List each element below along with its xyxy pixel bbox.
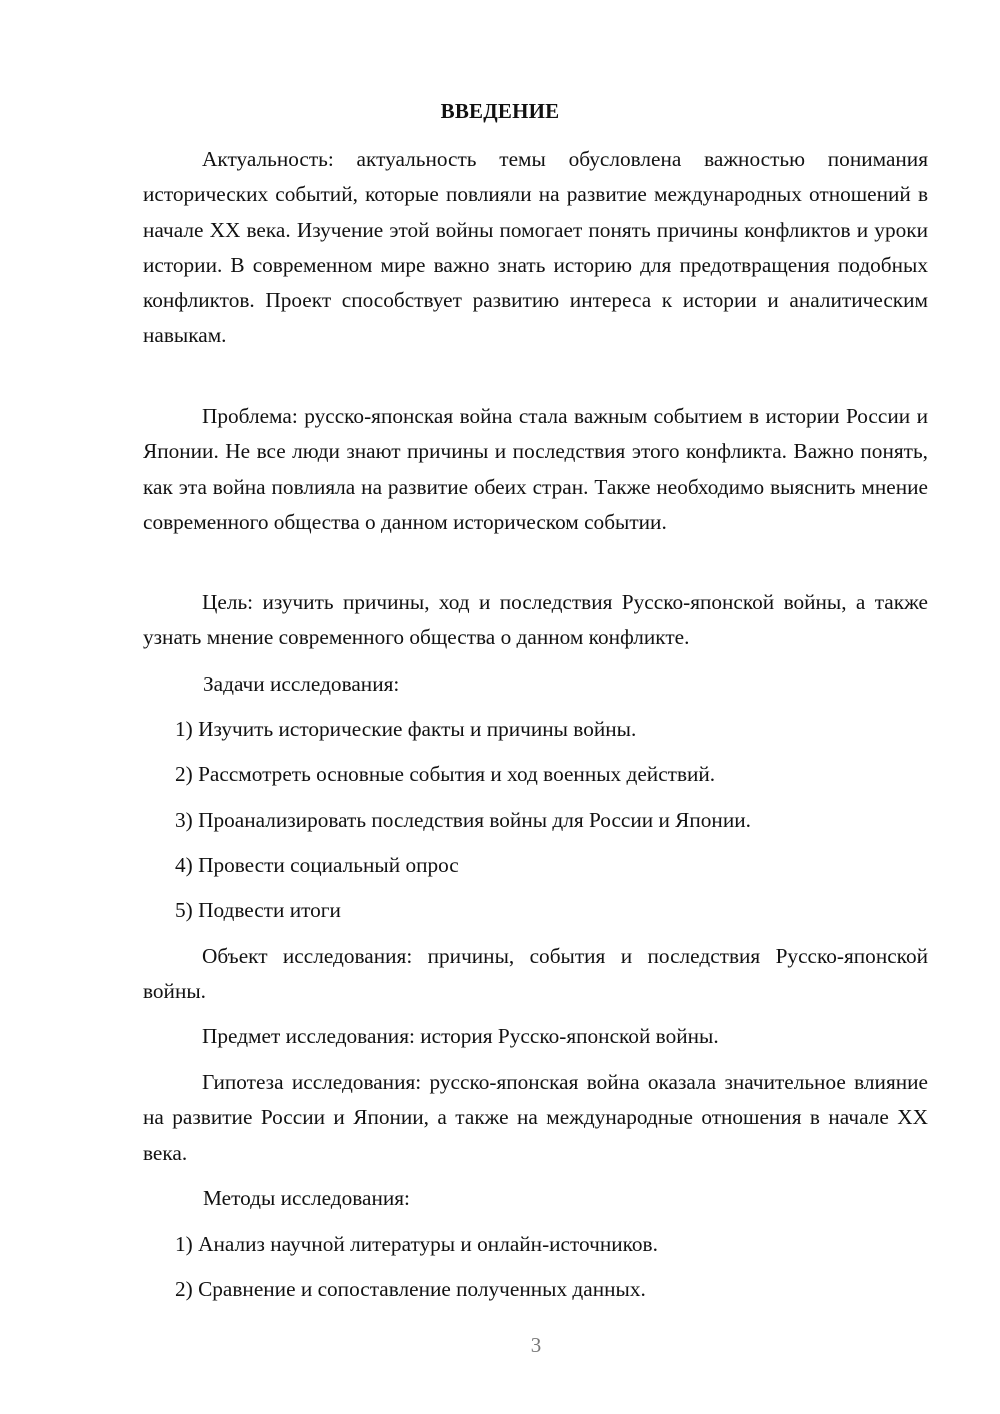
problem-paragraph: Проблема: русско-японская война стала важным событием в истории России и Японии. Не все люди знают причины и последствия этого конфликта. Важно понять, как эта война повлияла на развитие обеих стран. Также необходимо выяснить мнение современного общества о данном историческом событии. [143,404,928,534]
goal-paragraph: Цель: изучить причины, ход и последствия Русско-японской войны, а также узнать мнение современного общества о данном конфликте. [143,590,928,650]
hypothesis-paragraph: Гипотеза исследования: русско-японская война оказала значительное влияние на развитие России и Японии, а также на международные отношения в начале XX века. [143,1070,928,1165]
methods-heading: Методы исследования: [203,1186,410,1210]
method-item-2: 2) Сравнение и сопоставление полученных данных. [175,1277,646,1301]
page-title: ВВЕДЕНИЕ [440,99,560,123]
method-item-1: 1) Анализ научной литературы и онлайн-источников. [175,1232,658,1256]
task-item-3: 3) Проанализировать последствия войны для России и Японии. [175,808,751,832]
task-item-5: 5) Подвести итоги [175,898,341,922]
task-item-1: 1) Изучить исторические факты и причины войны. [175,717,637,741]
page-number: 3 [530,1333,542,1357]
task-item-2: 2) Рассмотреть основные события и ход военных действий. [175,762,716,786]
task-item-4: 4) Провести социальный опрос [175,853,459,877]
object-paragraph: Объект исследования: причины, события и последствия Русско-японской войны. [143,944,928,1004]
tasks-heading: Задачи исследования: [203,672,400,696]
relevance-paragraph: Актуальность: актуальность темы обусловлена важностью понимания исторических событий, которые повлияли на развитие международных отношений в начале XX века. Изучение этой войны помогает понять причины конфликтов и уроки истории. В современном мире важно знать историю для предотвращения подобных конфликтов. Проект способствует развитию интереса к истории и аналитическим навыкам. [143,147,928,348]
subject-paragraph: Предмет исследования: история Русско-японской войны. [202,1024,719,1048]
